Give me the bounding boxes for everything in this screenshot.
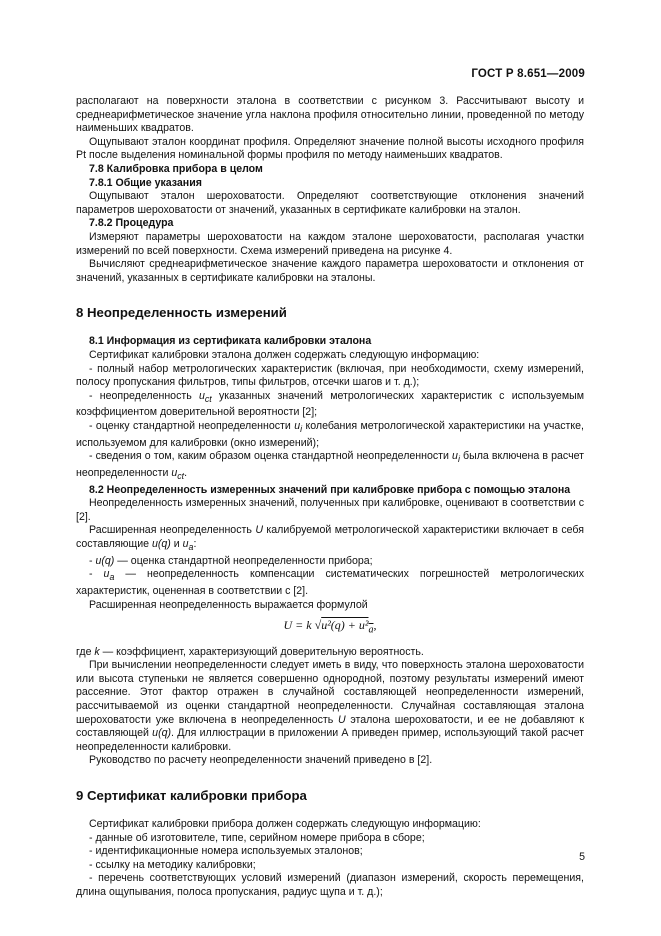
list-item: - неопределенность $u_{ct}$ указанных значений метрологических характеристик с используемым коэффициентом доверительной вероятности [2];	[76, 389, 584, 419]
document-code-header: ГОСТ Р 8.651—2009	[471, 68, 585, 80]
section-heading-7-8-2: 7.8.2 Процедура	[89, 217, 174, 230]
paragraph: Руководство по расчету неопределенности значений приведено в [2].	[89, 754, 433, 767]
paragraph: Неопределенность измеренных значений, полученных при калибровке, оценивают в соответствии с [2].	[76, 497, 584, 523]
paragraph: Измеряют параметры шероховатости на каждом эталоне шероховатости, располагая участки измерений по всей поверхности. Схема измерений приведена на рисунке 4.	[76, 230, 584, 257]
page-content	[76, 95, 584, 900]
list-item: - идентификационные номера используемых эталонов;	[89, 845, 363, 858]
paragraph: Вычисляют среднеарифметическое значение каждого параметра шероховатости и отклонения от значений, указанных в сертификате калибровки на эталоны.	[76, 258, 584, 284]
page-number: 5	[579, 851, 585, 863]
section-heading-8-2: 8.2 Неопределенность измеренных значений при калибровке прибора с помощью эталона	[89, 483, 571, 496]
paragraph: Ощупывают эталон координат профиля. Определяют значение полной высоты исходного профиля Pt после выделения номинальной формы профиля по методу наименьших квадратов.	[76, 135, 584, 162]
list-item: - данные об изготовителе, типе, серийном номере прибора в сборе;	[89, 831, 425, 844]
list-item: - перечень соответствующих условий измерений (диапазон измерений, скорость перемещения, длина ощупывания, полоса пропускания, радиус щупа и т. д.);	[76, 872, 584, 898]
paragraph: где k — коэффициент, характеризующий доверительную вероятность.	[76, 645, 424, 658]
list-item: - u(q) — оценка стандартной неопределенности прибора;	[89, 554, 373, 567]
paragraph: располагают на поверхности эталона в соответствии с рисунком 3. Рассчитывают высоту и среднеарифметическое значение угла наклона профиля относительно линии, проведенной по методу наименьших квадратов.	[76, 95, 584, 135]
section-title-8: 8 Неопределенность измерений	[76, 305, 287, 321]
list-item: - сведения о том, каким образом оценка стандартной неопределенности $u_i$ была включена в расчет неопределенности $u_{ct}$.	[76, 450, 584, 482]
paragraph: Сертификат калибровки прибора должен содержать следующую информацию:	[89, 817, 481, 830]
paragraph: При вычислении неопределенности следует иметь в виду, что поверхность эталона шероховатости или высота ступеньки не является совершенно однородной, поэтому результаты измерений имеют рассеяние. Этот фактор отражен в случайной составляющей неопределенности измерений, рассчитываемой из оценки стандартной неопределенности. Случайная составляющая эталона шероховатости уже включена в неопределенность U эталона шероховатости, и ее не добавляют к составляющей u(q). Для иллюстрации в приложении А приведен пример, использующий такой расчет неопределенности калибровки.	[76, 659, 584, 753]
list-item: - ссылку на методику калибровки;	[89, 858, 256, 871]
paragraph: Расширенная неопределенность U калибруемой метрологической характеристики включает в себя составляющие u(q) и $u_a$:	[76, 524, 585, 553]
section-title-9: 9 Сертификат калибровки прибора	[76, 787, 307, 803]
list-item: - оценку стандартной неопределенности $u_i$ колебания метрологической характеристики на участке, используемом для калибровки (окно измерений);	[76, 419, 585, 449]
section-heading-7-8: 7.8 Калибровка прибора в целом	[89, 162, 263, 175]
list-item: - полный набор метрологических характеристик (включая, при необходимости, схему измерений, полосу пропускания фильтров, типы фильтров, отсечки шагов и т. д.);	[76, 362, 584, 389]
list-item: - $u_a$ — неопределенность компенсации систематических погрешностей метрологических характеристик, оцененная в соответствии с [2].	[76, 568, 584, 598]
section-heading-7-8-1: 7.8.1 Общие указания	[89, 176, 202, 189]
paragraph: Расширенная неопределенность выражается формулой	[89, 598, 368, 611]
section-heading-8-1: 8.1 Информация из сертификата калибровки эталона	[89, 335, 372, 348]
paragraph: Ощупывают эталон шероховатости. Определяют соответствующие отклонения значений параметров шероховатости от значений, указанных в сертификате калибровки на эталон.	[76, 190, 584, 216]
uncertainty-formula: U = k $√u^2(q) + u^2_a$,	[283, 618, 377, 636]
paragraph: Сертификат калибровки эталона должен содержать следующую информацию:	[89, 348, 480, 361]
